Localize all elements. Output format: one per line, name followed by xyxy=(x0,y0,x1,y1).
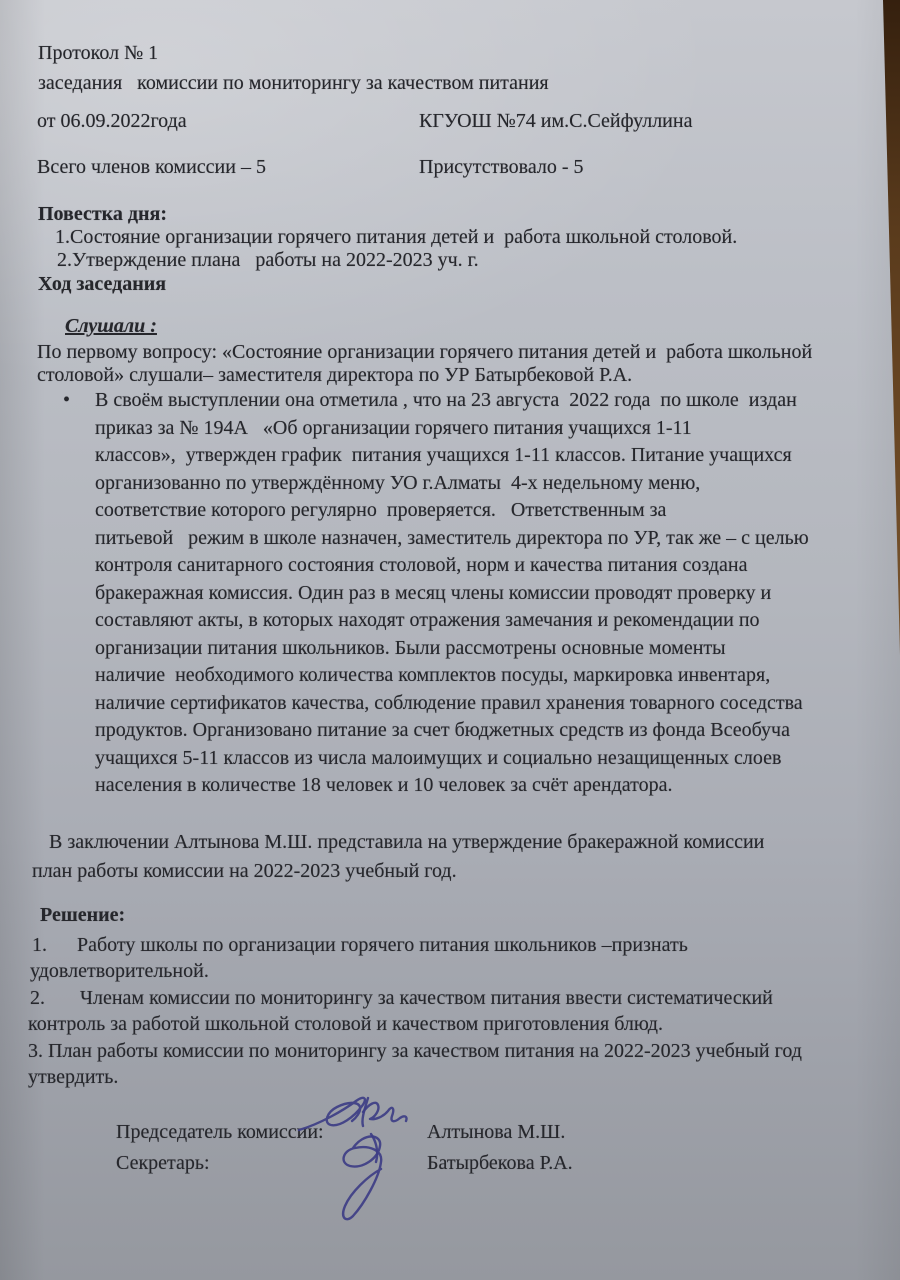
proceedings-heading: Ход заседания xyxy=(38,272,167,295)
protocol-title: Протокол № 1 xyxy=(38,42,159,64)
secretary-signature xyxy=(316,1126,412,1234)
agenda-item-1: 1.Состояние организации горячего питания детей и работа школьной столовой. xyxy=(55,226,738,249)
protocol-subtitle: заседания комиссии по мониторингу за качеством питания xyxy=(38,72,549,94)
decision-line: контроль за работой школьной столовой и качеством приготовления блюд. xyxy=(28,1013,663,1035)
agenda-item-2: 2.Утверждение плана работы на 2022-2023 уч. г. xyxy=(57,249,479,272)
bullet-line: соответствие которого регулярно проверяется. Ответственным за xyxy=(95,499,667,521)
decision-line: утвердить. xyxy=(28,1066,119,1088)
bullet-line: контроля санитарного состояния столовой, норм и качества питания создана xyxy=(95,554,748,576)
decision-line: 3. План работы комиссии по мониторингу за качеством питания на 2022-2023 учебный год xyxy=(28,1039,802,1062)
secretary-label: Секретарь: xyxy=(116,1151,210,1174)
members-row xyxy=(37,152,867,182)
bullet-icon: • xyxy=(63,389,71,411)
agenda-section xyxy=(38,203,737,296)
secretary-name: Батырбекова Р.А. xyxy=(427,1151,573,1174)
agenda-heading: Повестка дня: xyxy=(38,203,168,225)
school-name: КГУОШ №74 им.С.Сейфуллина xyxy=(419,110,693,132)
bullet-line: организованно по утверждённому УО г.Алматы 4-х недельному меню, xyxy=(95,471,701,494)
members-total: Всего членов комиссии – 5 xyxy=(37,156,266,178)
bullet-line: наличие необходимого количества комплектов посуды, маркировка инвентаря, xyxy=(95,664,771,686)
bullet-line: составляют акты, в которых находят отражения замечания и рекомендации по xyxy=(95,609,760,631)
bullet-line: классов», утвержден график питания учащихся 1-11 классов. Питание учащихся xyxy=(95,444,792,466)
bullet-line: питьевой режим в школе назначен, заместитель директора по УР, так же – с целью xyxy=(95,526,809,549)
decision-heading: Решение: xyxy=(40,904,126,926)
hearing-intro-line-2: столовой» слушали– заместителя директора по УР Батырбековой Р.А. xyxy=(37,364,633,386)
bullet-line: населения в количестве 18 человек и 10 человек за счёт арендатора. xyxy=(95,774,673,796)
signature-labels xyxy=(116,1117,324,1178)
chairman-name: Алтынова М.Ш. xyxy=(427,1121,566,1143)
protocol-header xyxy=(38,38,549,98)
bullet-line: продуктов. Организовано питание за счет бюджетных средств из фонда Всеобуча xyxy=(95,719,790,741)
bullet-line: приказ за № 194А «Об организации горячего питания учащихся 1-11 xyxy=(95,416,692,439)
bullet-line: учащихся 5-11 классов из числа малоимущих и социально незащищенных слоев xyxy=(95,746,782,769)
hearing-intro-line-1: По первому вопросу: «Состояние организации горячего питания детей и работа школьной xyxy=(37,341,813,363)
hearing-bullet-paragraph xyxy=(95,387,809,800)
conclusion-line-1: В заключении Алтынова М.Ш. представила на утверждение бракеражной комиссии xyxy=(49,831,765,853)
signature-names xyxy=(427,1117,573,1178)
members-present: Присутствовало - 5 xyxy=(419,156,584,178)
decision-line: удовлетворительной. xyxy=(30,960,209,982)
decision-line: 1. Работу школы по организации горячего питания школьников –признать xyxy=(32,933,688,956)
desk-edge-background xyxy=(883,0,900,655)
decision-section xyxy=(28,902,802,1091)
conclusion-line-2: план работы комиссии на 2022-2023 учебный год. xyxy=(32,860,457,882)
bullet-line: наличие сертификатов качества, соблюдение правил хранения товарного соседства xyxy=(95,691,803,714)
bullet-line: В своём выступлении она отметила , что на 23 августа 2022 года по школе издан xyxy=(95,389,797,411)
bullet-line: организации питания школьников. Были рассмотрены основные моменты xyxy=(95,636,726,659)
date-school-row xyxy=(37,106,867,136)
chairman-label: Председатель комиссии: xyxy=(116,1121,324,1143)
hearing-heading: Слушали : xyxy=(65,315,157,337)
bullet-line: бракеражная комиссия. Один раз в месяц члены комиссии проводят проверку и xyxy=(95,581,772,604)
decision-line: 2. Членам комиссии по мониторингу за качеством питания ввести систематический xyxy=(30,986,773,1009)
hearing-intro xyxy=(37,341,812,387)
hearing-heading-wrap xyxy=(65,315,157,338)
conclusion-paragraph xyxy=(32,828,764,886)
protocol-date: от 06.09.2022года xyxy=(37,110,187,132)
